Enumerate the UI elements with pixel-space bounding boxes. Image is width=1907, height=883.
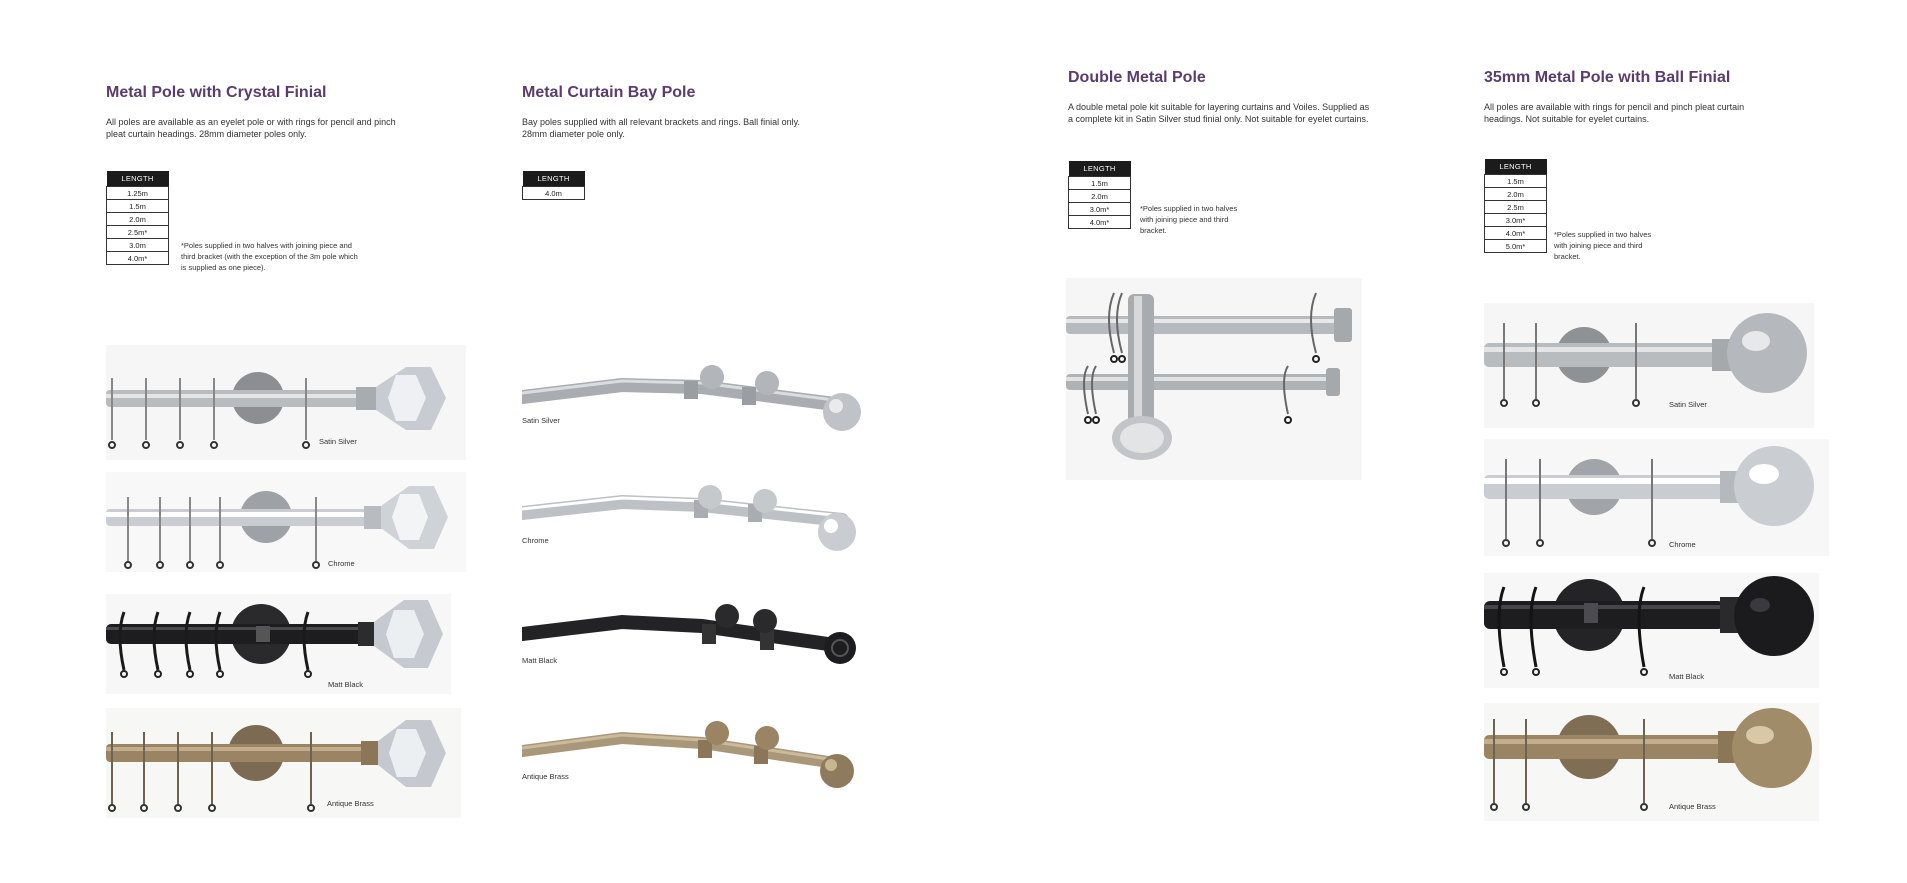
product-description: All poles are available as an eyelet pole or with rings for pencil and pinch pleat curtain headings. 28mm diameter poles only. <box>106 117 396 139</box>
length-note: *Poles supplied in two halves with joining piece and third bracket. <box>1554 230 1652 261</box>
product-title: Metal Curtain Bay Pole <box>522 84 696 101</box>
length-cell: 4.0m* <box>1069 216 1131 229</box>
finish-caption: Antique Brass <box>522 772 569 781</box>
chrome-bay-pole-image <box>522 480 867 555</box>
finish-caption: Chrome <box>328 559 355 568</box>
length-cell: 2.5m* <box>107 226 169 239</box>
product-title: Double Metal Pole <box>1068 69 1206 86</box>
finish-caption: Chrome <box>522 536 549 545</box>
product-title: 35mm Metal Pole with Ball Finial <box>1484 69 1731 86</box>
antique-brass-pole-image <box>106 708 461 818</box>
finish-caption: Matt Black <box>522 656 558 665</box>
length-cell: 2.0m <box>1485 188 1547 201</box>
length-note: *Poles supplied in two halves with joining piece and third bracket (with the exception of the 3m pole which is supplied as one piece). <box>181 241 358 272</box>
finish-caption: Satin Silver <box>1669 400 1707 409</box>
double-pole-image <box>1066 278 1362 480</box>
length-cell: 4.0m <box>523 187 585 200</box>
length-table <box>1068 161 1131 229</box>
satin-silver-ball-pole-image <box>1484 303 1814 428</box>
length-cell: 1.5m <box>1485 175 1547 188</box>
length-cell: 1.5m <box>107 200 169 213</box>
finish-caption: Matt Black <box>1669 672 1705 681</box>
length-cell: 4.0m* <box>1485 227 1547 240</box>
finish-caption: Chrome <box>1669 540 1696 549</box>
length-cell: 5.0m* <box>1485 240 1547 253</box>
product-description: A double metal pole kit suitable for layering curtains and Voiles. Supplied as a complete kit in Satin Silver stud finial only. Not suitable for eyelet curtains. <box>1068 102 1370 124</box>
length-table <box>522 171 585 200</box>
length-header: LENGTH <box>523 171 585 187</box>
length-cell: 3.0m* <box>1485 214 1547 227</box>
finish-caption: Antique Brass <box>1669 802 1716 811</box>
length-cell: 2.5m <box>1485 201 1547 214</box>
length-note: *Poles supplied in two halves with joining piece and third bracket. <box>1140 204 1238 235</box>
matt-black-bay-pole-image <box>522 598 867 673</box>
length-cell: 3.0m* <box>1069 203 1131 216</box>
length-table <box>106 171 169 265</box>
product-description: Bay poles supplied with all relevant brackets and rings. Ball finial only. 28mm diameter pole only. <box>522 117 800 139</box>
length-cell: 4.0m* <box>107 252 169 265</box>
matt-black-pole-image <box>106 594 451 694</box>
length-header: LENGTH <box>1069 161 1131 177</box>
product-title: Metal Pole with Crystal Finial <box>106 84 327 101</box>
satin-silver-bay-pole-image <box>522 355 867 435</box>
antique-brass-bay-pole-image <box>522 716 867 791</box>
matt-black-ball-pole-image <box>1484 573 1819 688</box>
satin-silver-pole-image <box>106 345 466 460</box>
length-cell: 1.5m <box>1069 177 1131 190</box>
finish-caption: Satin Silver <box>319 437 357 446</box>
finish-caption: Matt Black <box>328 680 364 689</box>
chrome-pole-image <box>106 472 466 572</box>
finish-caption: Satin Silver <box>522 416 560 425</box>
length-table <box>1484 159 1547 253</box>
antique-brass-ball-pole-image <box>1484 703 1819 821</box>
length-cell: 2.0m <box>107 213 169 226</box>
chrome-ball-pole-image <box>1484 439 1829 556</box>
length-header: LENGTH <box>1485 159 1547 175</box>
finish-caption: Antique Brass <box>327 799 374 808</box>
length-cell: 2.0m <box>1069 190 1131 203</box>
length-header: LENGTH <box>107 171 169 187</box>
length-cell: 3.0m <box>107 239 169 252</box>
length-cell: 1.25m <box>107 187 169 200</box>
product-description: All poles are available with rings for pencil and pinch pleat curtain headings. Not suitable for eyelet curtains. <box>1484 102 1745 124</box>
